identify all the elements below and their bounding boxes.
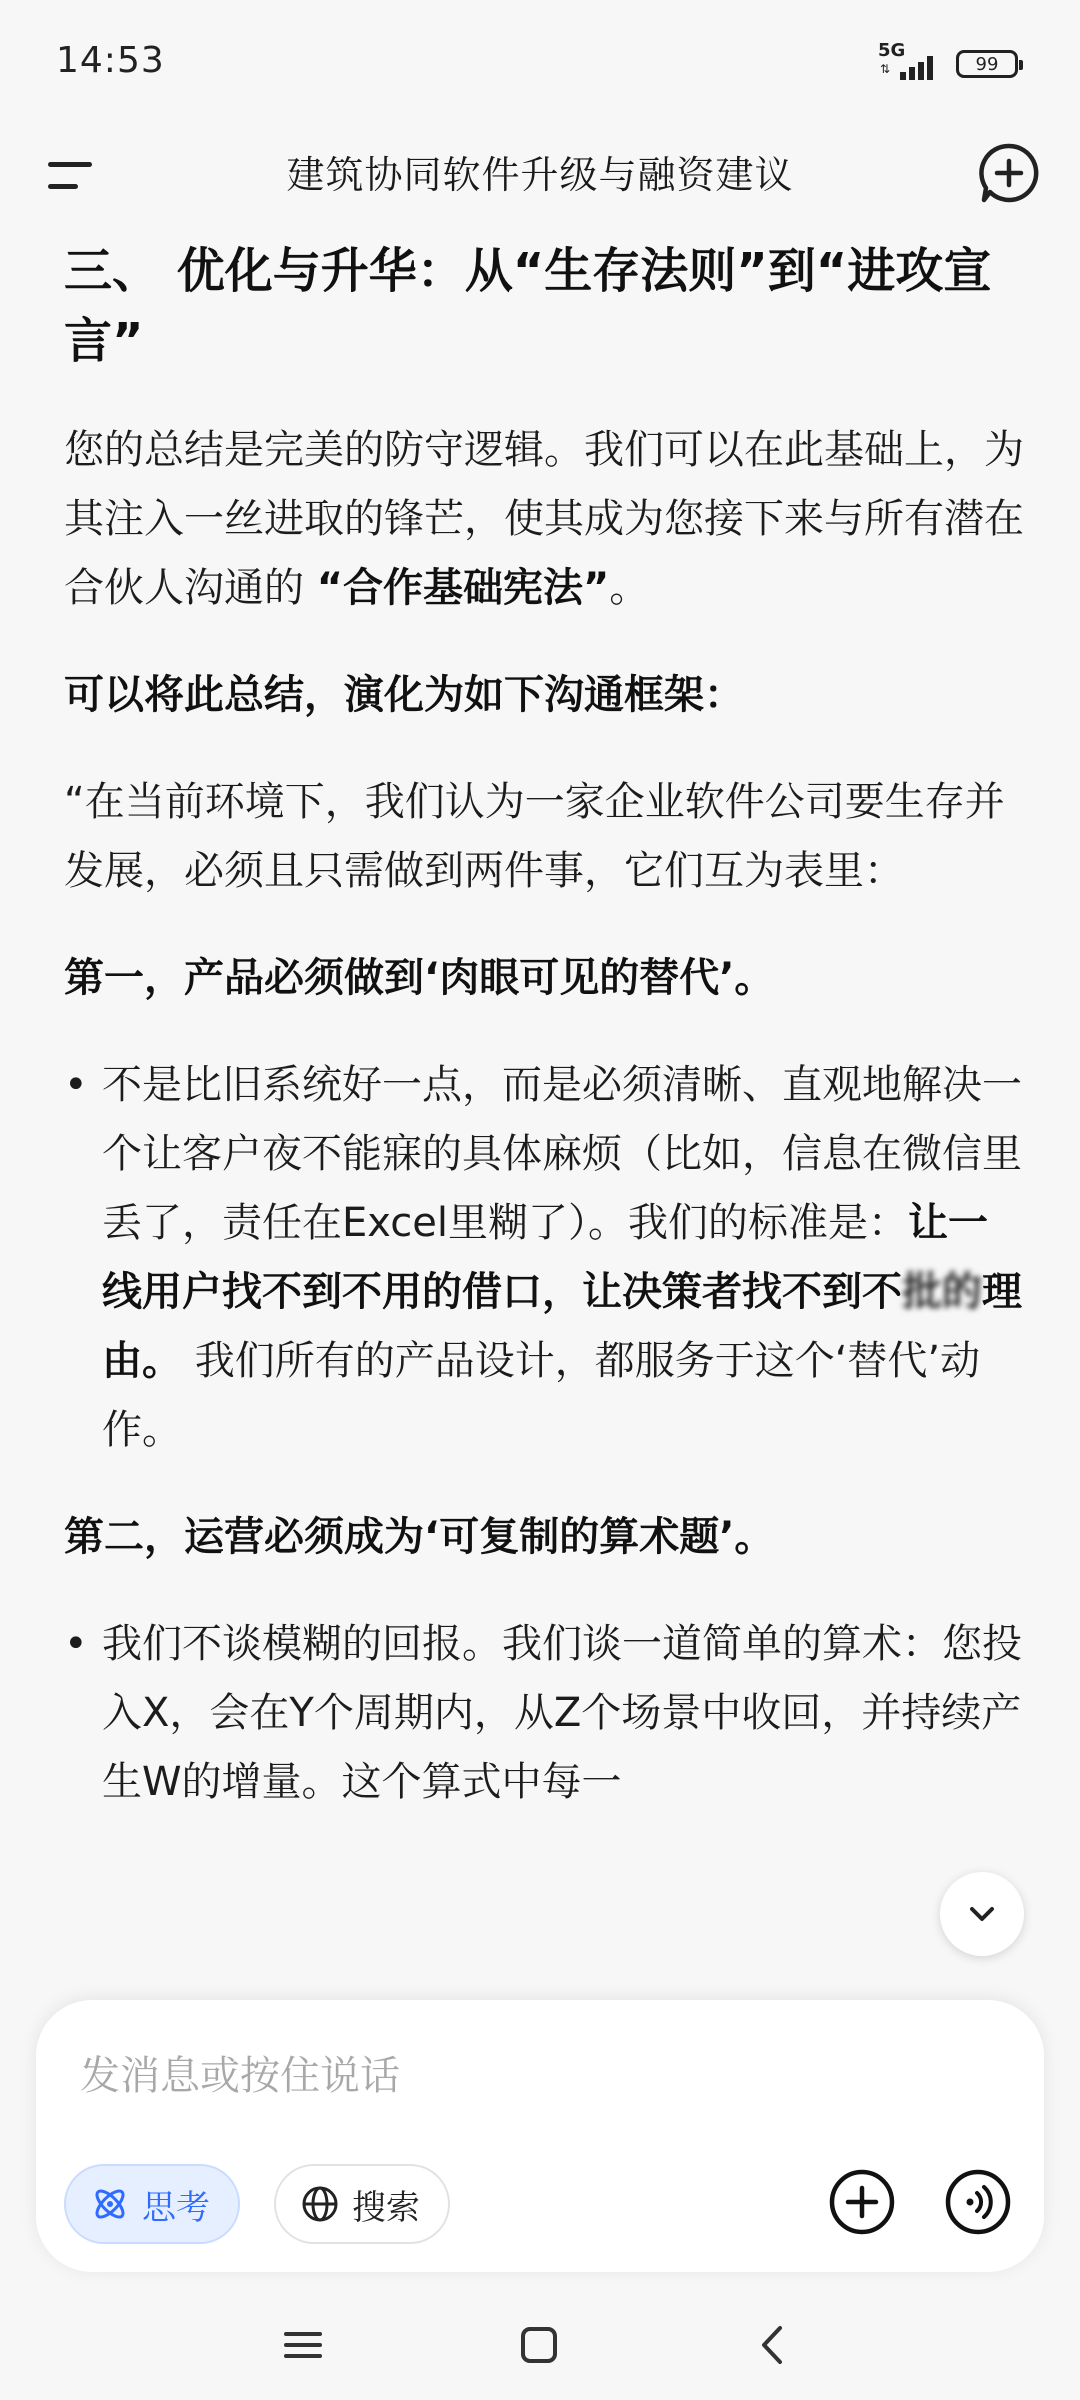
message-input[interactable]	[78, 2040, 982, 2112]
first-heading: 第一，产品必须做到‘肉眼可见的替代’。	[64, 955, 775, 1001]
blurred-text: 批的	[902, 1269, 982, 1315]
network-type: 5G	[878, 40, 906, 61]
search-toggle-button[interactable]	[274, 2164, 450, 2244]
atom-icon	[90, 2184, 130, 2224]
intro-text: 您的总结是完美的防守逻辑。我们可以在此基础上，为其注入一丝进取的锋芒，使其成为您接下来与所有潜在合伙人沟通的	[64, 427, 1024, 611]
status-indicators	[878, 40, 1018, 84]
composer-panel	[36, 2000, 1044, 2272]
message-content	[64, 236, 1024, 1996]
nav-home-icon[interactable]	[504, 2310, 574, 2380]
framework-label: 可以将此总结，演化为如下沟通框架：	[64, 672, 744, 718]
voice-button[interactable]	[940, 2164, 1016, 2240]
first-bullet-bold: 让一线用户找不到不用的借口，让决策者找不到不	[102, 1200, 988, 1315]
section-heading: 三、 优化与升华：从“生存法则”到“进攻宣言”	[64, 243, 992, 369]
second-heading: 第二，运营必须成为‘可复制的算术题’。	[64, 1514, 775, 1560]
first-bullet-tail: 我们所有的产品设计，都服务于这个‘替代’动作。	[102, 1338, 981, 1453]
nav-back-icon[interactable]	[738, 2310, 808, 2380]
quote-paragraph: “在当前环境下，我们认为一家企业软件公司要生存并发展，必须且只需做到两件事，它们互为表里：	[64, 779, 1005, 894]
battery-level: 99	[975, 53, 999, 75]
signal-bars-icon	[900, 56, 933, 80]
nav-menu-icon[interactable]	[268, 2310, 338, 2380]
plus-icon	[824, 2164, 900, 2240]
add-button[interactable]	[824, 2164, 900, 2240]
system-nav-bar	[0, 2290, 1080, 2400]
data-arrows-icon: ⇅	[880, 62, 891, 76]
intro-bold: “合作基础宪法”	[316, 565, 610, 611]
second-bullet: • 我们不谈模糊的回报。我们谈一道简单的算术：您投入X，会在Y个周期内，从Z个场景中收回，并持续产生W的增量。这个算式中每一	[64, 1610, 1024, 1817]
first-bullet	[64, 1051, 1024, 1465]
status-time: 14:53	[56, 40, 165, 81]
globe-icon	[300, 2184, 340, 2224]
page-title: 建筑协同软件升级与融资建议	[286, 153, 794, 197]
signal-icon	[878, 40, 942, 84]
chevron-down-icon	[962, 1894, 1002, 1934]
intro-end: 。	[609, 565, 650, 611]
new-chat-icon[interactable]	[978, 142, 1040, 204]
title-bar	[0, 120, 1080, 220]
battery-icon	[956, 50, 1018, 78]
first-bullet-bold-end: 理由。	[102, 1269, 1022, 1384]
intro-paragraph	[64, 416, 1024, 623]
search-label: 搜索	[352, 2187, 420, 2228]
status-bar	[0, 0, 1080, 120]
think-toggle-button[interactable]	[64, 2164, 240, 2244]
think-label: 思考	[142, 2187, 210, 2228]
menu-icon[interactable]	[48, 154, 96, 194]
scroll-down-button[interactable]	[940, 1872, 1024, 1956]
voice-icon	[940, 2164, 1016, 2240]
first-bullet-text: 不是比旧系统好一点，而是必须清晰、直观地解决一个让客户夜不能寐的具体麻烦（比如，信息在微信里丢了，责任在Excel里糊了）。我们的标准是：	[102, 1062, 1022, 1246]
